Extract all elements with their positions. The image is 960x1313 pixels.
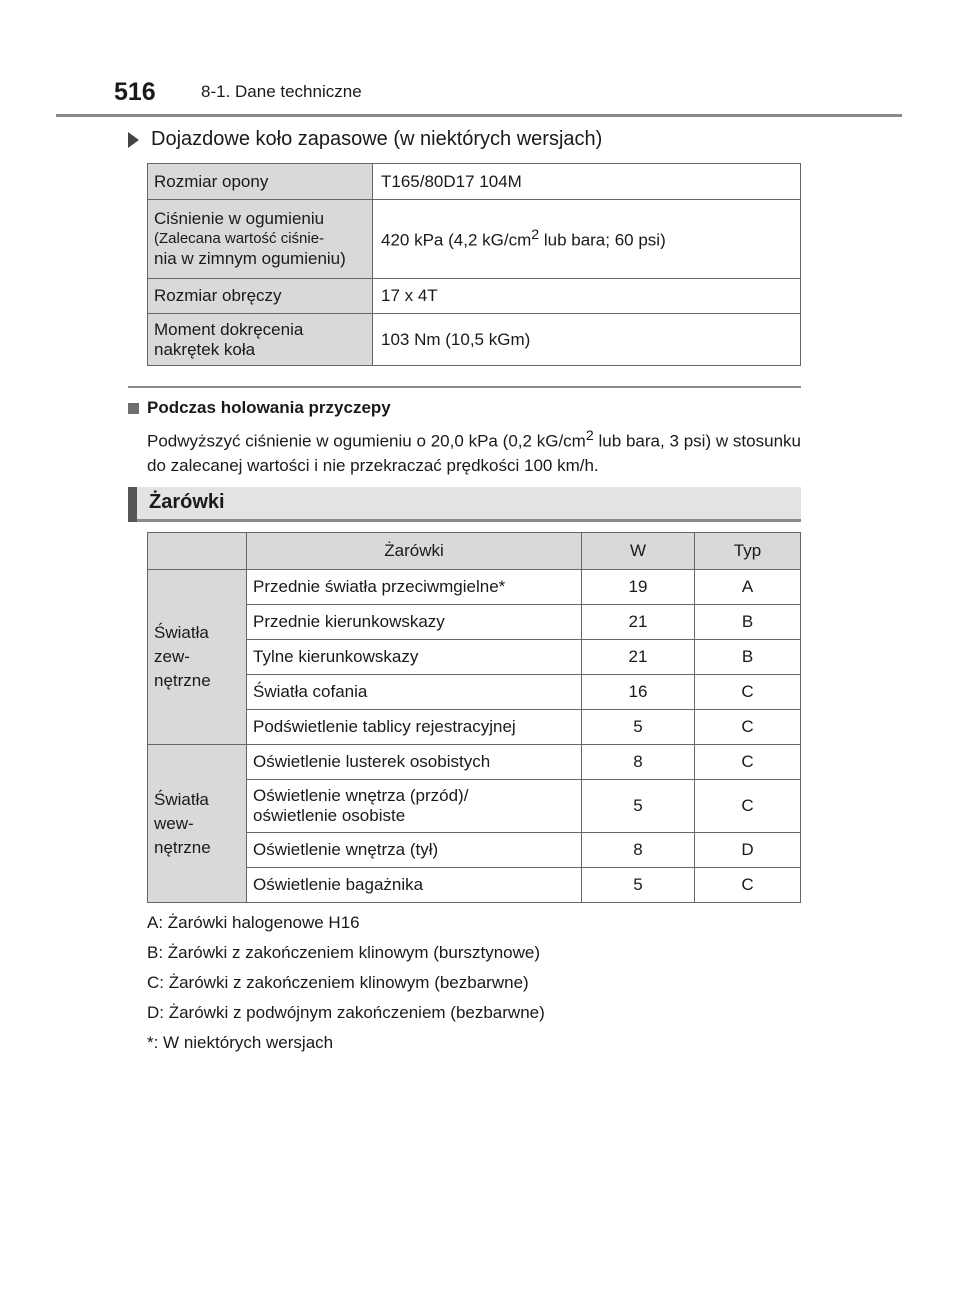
section-bar [128, 487, 137, 522]
legend-item: B: Żarówki z zakończeniem klinowym (bursztynowe) [147, 943, 541, 962]
superscript: 2 [585, 428, 594, 444]
bulb-watt: 8 [582, 833, 695, 868]
pressure-value: 420 kPa (4,2 kG/cm [381, 230, 532, 250]
spec-value: T165/80D17 104M [373, 164, 801, 200]
spec-label: Rozmiar opony [148, 164, 373, 200]
group-label-line: wew- [154, 813, 194, 833]
group-label-exterior [148, 570, 247, 745]
section-title: Żarówki [149, 491, 225, 513]
group-label-line: Światła [154, 789, 209, 809]
bulb-watt: 21 [582, 605, 695, 640]
bulb-watt: 8 [582, 745, 695, 780]
bulb-type: B [695, 605, 801, 640]
spare-wheel-title: Dojazdowe koło zapasowe (w niektórych wersjach) [151, 128, 603, 150]
spec-label-line: Ciśnienie w ogumieniu [154, 209, 325, 228]
bulb-name: Przednie kierunkowskazy [247, 605, 582, 640]
bulb-type: C [695, 710, 801, 745]
page-header [56, 76, 902, 117]
divider [128, 386, 801, 388]
bulb-name-line: oświetlenie osobiste [253, 806, 406, 825]
bulb-name: Podświetlenie tablicy rejestracyjnej [247, 710, 582, 745]
header-cell: Żarówki [247, 533, 582, 570]
bulb-watt: 16 [582, 675, 695, 710]
bulb-name: Tylne kierunkowskazy [247, 640, 582, 675]
header-cell [148, 533, 247, 570]
table-row [148, 314, 801, 366]
spec-label [148, 314, 373, 366]
spare-wheel-heading [128, 128, 602, 151]
spec-label-line: Moment dokręcenia [154, 319, 304, 339]
spec-label-line: (Zalecana wartość ciśnie- [154, 230, 325, 247]
bulb-watt: 21 [582, 640, 695, 675]
legend-item: D: Żarówki z podwójnym zakończeniem (bezbarwne) [147, 1003, 545, 1022]
section-header [128, 487, 801, 522]
group-label-interior [148, 745, 247, 903]
table-row [148, 279, 801, 314]
bulb-type: C [695, 675, 801, 710]
header-cell: W [582, 533, 695, 570]
page-number: 516 [114, 78, 156, 106]
table-header-row [148, 533, 801, 570]
towing-text [147, 424, 801, 478]
table-row [148, 745, 801, 780]
square-bullet-icon [128, 403, 139, 414]
bulb-name: Światła cofania [247, 675, 582, 710]
bulb-type: D [695, 833, 801, 868]
table-row [148, 570, 801, 605]
spec-label [148, 200, 373, 279]
bulb-watt: 5 [582, 868, 695, 903]
bulb-name: Przednie światła przeciwmgielne* [247, 570, 582, 605]
bulb-watt: 19 [582, 570, 695, 605]
bulb-watt: 5 [582, 710, 695, 745]
towing-heading [128, 398, 391, 418]
triangle-bullet-icon [128, 132, 139, 148]
spec-label-line: nakrętek koła [154, 339, 256, 359]
legend-item: A: Żarówki halogenowe H16 [147, 913, 360, 932]
bulb-name [247, 780, 582, 833]
towing-text-part: Podwyższyć ciśnienie w ogumieniu o 20,0 kPa (0,2 kG/cm [147, 431, 586, 451]
group-label-line: nętrzne [154, 671, 211, 690]
bulb-type: C [695, 868, 801, 903]
spec-value [373, 200, 801, 279]
bulb-name: Oświetlenie bagażnika [247, 868, 582, 903]
spec-label-line: nia w zimnym ogumieniu) [154, 249, 346, 268]
bulb-name-line: Oświetlenie wnętrza (przód)/ [253, 786, 469, 805]
table-row [148, 200, 801, 279]
bulb-type: C [695, 745, 801, 780]
group-label-line: zew- [154, 647, 190, 666]
group-label-line: nętrzne [154, 837, 211, 857]
header-cell: Typ [695, 533, 801, 570]
legend-item: C: Żarówki z zakończeniem klinowym (bezbarwne) [147, 973, 529, 992]
legend-item: *: W niektórych wersjach [147, 1033, 334, 1052]
table-row [148, 164, 801, 200]
bulb-type: C [695, 780, 801, 833]
bulb-name: Oświetlenie lusterek osobistych [247, 745, 582, 780]
spec-label: Rozmiar obręczy [148, 279, 373, 314]
bulb-type: B [695, 640, 801, 675]
chapter-title: 8-1. Dane techniczne [201, 82, 362, 101]
bulbs-table [147, 532, 801, 903]
towing-title: Podczas holowania przyczepy [147, 398, 391, 417]
bulb-watt: 5 [582, 780, 695, 833]
spec-value: 17 x 4T [373, 279, 801, 314]
spare-wheel-table [147, 163, 801, 366]
superscript: 2 [531, 227, 540, 244]
group-label-line: Światła [154, 623, 209, 642]
spec-value: 103 Nm (10,5 kGm) [373, 314, 801, 366]
towing-text-part: lub bara, 3 psi) w stosunku do zalecanej wartości i nie przekraczać prędkości 100 km/h. [147, 431, 801, 475]
bulb-name: Oświetlenie wnętrza (tył) [247, 833, 582, 868]
pressure-value-rest: lub bara; 60 psi) [539, 230, 666, 250]
bulb-legend [147, 908, 545, 1058]
bulb-type: A [695, 570, 801, 605]
